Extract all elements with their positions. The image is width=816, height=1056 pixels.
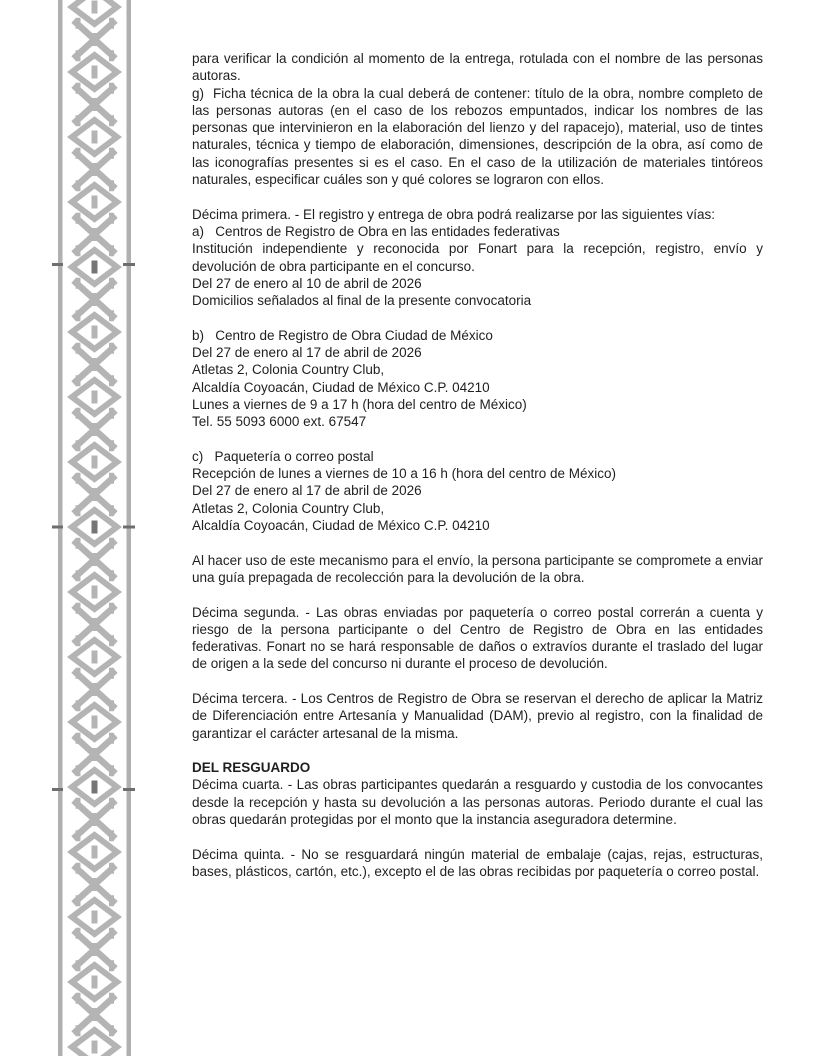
clause-decima-tercera-text: Décima tercera. - Los Centros de Registro de Obra se reservan el derecho de aplicar la Matriz de Diferenciación entre Artesanía y Manualidad (DAM), previo al registro, con la finalidad de garantizar el carácter artesanal de la misma. [192, 690, 763, 741]
clause-decima-quinta [192, 846, 763, 881]
document-text-column [192, 50, 763, 880]
date-range-b: Del 27 de enero al 17 de abril de 2026 [192, 345, 422, 361]
clause-decima-tercera [192, 690, 763, 742]
paragraph-ficha-tecnica: g) Ficha técnica de la obra la cual deberá de contener: título de la obra, nombre completo de las personas autoras (en el caso de los rebozos empuntados, indicar los nombres de las personas que intervinieron en la elaboración del lienzo y del rapacejo), material, uso de tintes naturales, técnica y tiempo de elaboración, dimensiones, descripción de la obra, así como de las iconografías presentes si es el caso. En el caso de la utilización de materiales tintóreos naturales, especificar cuáles son y qué colores se lograron con ellos. [192, 85, 763, 188]
paragraph-group-ficha-tecnica [192, 50, 763, 188]
paragraph-guia-prepagada-text: Al hacer uso de este mecanismo para el envío, la persona participante se compromete a enviar una guía prepagada de recolección para la devolución de la obra. [192, 552, 763, 585]
list-item-c-paqueteria [192, 448, 763, 534]
clause-decima-quinta-text: Décima quinta. - No se resguardará ningún material de embalaje (cajas, rejas, estructuras, bases, plásticos, cartón, etc.), excepto el de las obras recibidas por paquetería o correo postal. [192, 846, 763, 879]
clause-decima-segunda [192, 604, 763, 673]
clause-decima-segunda-text: Décima segunda. - Las obras enviadas por paquetería o correo postal correrán a cuenta y riesgo de la persona participante o del Centro de Registro de Obra en las entidades federativas. Fonart no se hará responsable de daños o extravíos durante el traslado del lugar de origen a la sede del concurso ni durante el proceso de devolución. [192, 604, 763, 672]
schedule-b: Lunes a viernes de 9 a 17 h (hora del centro de México) [192, 396, 527, 412]
schedule-c: Recepción de lunes a viernes de 10 a 16 h (hora del centro de México) [192, 466, 617, 482]
address-city-c: Alcaldía Coyoacán, Ciudad de México C.P. 04210 [192, 518, 490, 534]
decorative-border-pattern [0, 0, 140, 1056]
address-street-c: Atletas 2, Colonia Country Club, [192, 500, 385, 516]
section-heading-del-resguardo: DEL RESGUARDO [192, 760, 311, 776]
section-del-resguardo [192, 759, 763, 828]
clause-decima-primera-intro: Décima primera. - El registro y entrega de obra podrá realizarse por las siguientes vías: [192, 206, 715, 222]
address-street: Atletas 2, Colonia Country Club, [192, 362, 385, 378]
list-item-b-title: b) Centro de Registro de Obra Ciudad de México [192, 327, 493, 343]
phone-number: Tel. 55 5093 6000 ext. 67547 [192, 414, 367, 430]
list-item-b-centro-cdmx [192, 327, 763, 431]
date-range-a: Del 27 de enero al 10 de abril de 2026 [192, 275, 422, 291]
clause-decima-cuarta-text: Décima cuarta. - Las obras participantes quedarán a resguardo y custodia de los convocantes desde la recepción y hasta su devolución a las personas autoras. Periodo durante el cual las obras quedarán protegidas por el monto que la instancia aseguradora determine. [192, 777, 763, 828]
diamond-chain-fill [0, 0, 140, 1056]
list-item-c-title: c) Paquetería o correo postal [192, 448, 374, 464]
address-city: Alcaldía Coyoacán, Ciudad de México C.P. 04210 [192, 379, 490, 395]
note-domicilios: Domicilios señalados al final de la presente convocatoria [192, 293, 532, 309]
paragraph-institucion-independiente: Institución independiente y reconocida por Fonart para la recepción, registro, envío y devolución de obra participante en el concurso. [192, 241, 763, 274]
paragraph-entrega-continuation: para verificar la condición al momento de la entrega, rotulada con el nombre de las personas autoras. [192, 51, 763, 84]
list-item-a-centros-registro: a) Centros de Registro de Obra en las entidades federativas [192, 223, 560, 239]
date-range-c: Del 27 de enero al 17 de abril de 2026 [192, 483, 422, 499]
clause-decima-primera [192, 206, 763, 310]
paragraph-guia-prepagada [192, 552, 763, 587]
